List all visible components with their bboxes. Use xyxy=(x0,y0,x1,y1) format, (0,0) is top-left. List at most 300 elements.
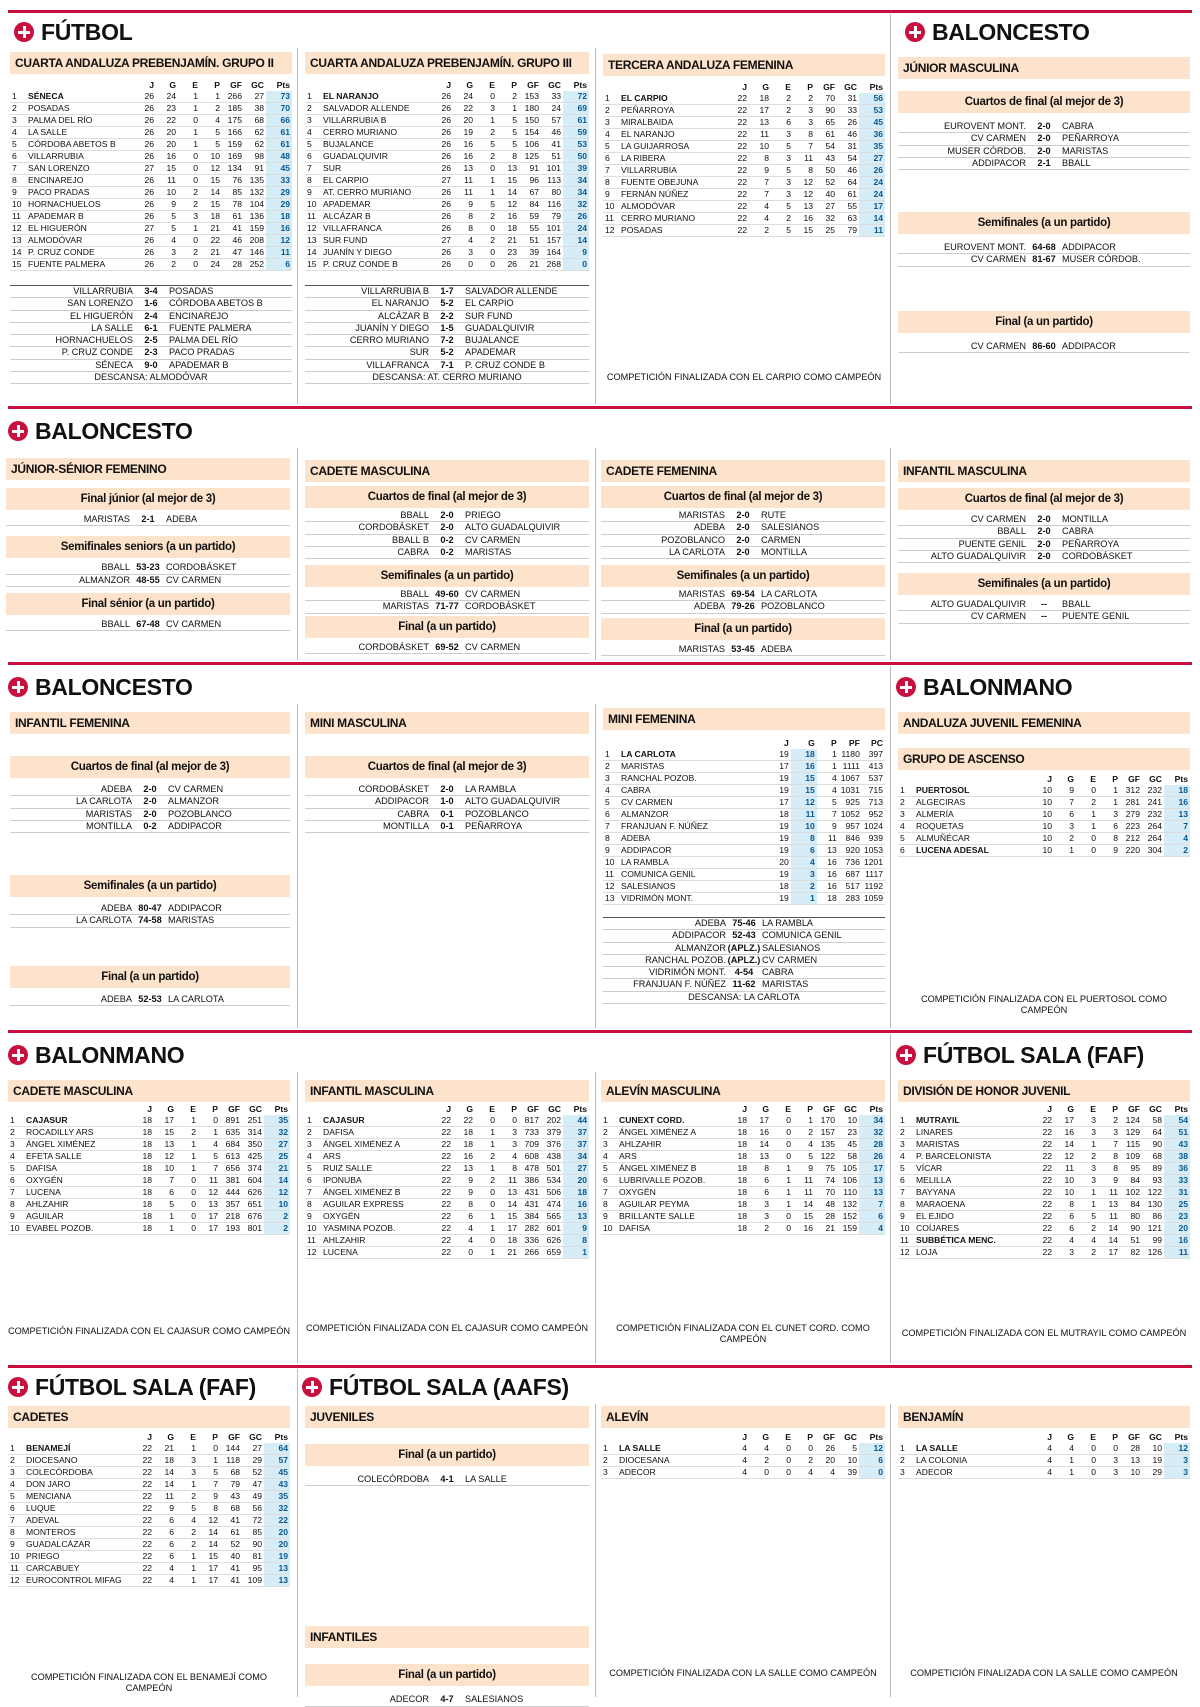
stat-cell: 8 xyxy=(563,1235,589,1247)
stat-cell: 1 xyxy=(475,1247,497,1259)
stat-cell: 135 xyxy=(815,1139,837,1151)
stat-cell: 12 xyxy=(1054,1151,1076,1163)
stat-cell: 21 xyxy=(200,223,222,235)
stat-cell: 11 xyxy=(1098,1187,1120,1199)
score: 2-0 xyxy=(736,546,750,557)
stat-cell: 90 xyxy=(1142,1139,1164,1151)
stat-cell: 0 xyxy=(771,1139,793,1151)
stat-cell: 13 xyxy=(793,201,815,213)
column-header: Pts xyxy=(1174,1104,1188,1114)
stat-cell: 21 xyxy=(519,259,541,271)
stat-cell: 2 xyxy=(475,1175,497,1187)
plus-icon xyxy=(896,677,916,697)
stat-cell: 24 xyxy=(563,223,589,235)
stat-cell: 17 xyxy=(198,1575,220,1587)
stat-cell: 18 xyxy=(132,1175,154,1187)
plus-icon xyxy=(8,677,28,697)
home-team: ALTO GUADALQUIVIR xyxy=(930,550,1026,561)
table-header xyxy=(10,80,292,91)
score: 2-0 xyxy=(1037,550,1051,561)
stat-cell: 656 xyxy=(220,1163,242,1175)
stat-cell: 5 xyxy=(176,1503,198,1515)
home-team: CV CARMEN xyxy=(970,514,1026,524)
team-name: DAFISA xyxy=(321,1127,431,1139)
home-team: MARISTAS xyxy=(678,643,725,654)
away-team: LA CARLOTA xyxy=(761,589,817,600)
stat-cell: 5 xyxy=(156,223,178,235)
stat-cell: 283 xyxy=(839,893,862,905)
away-team: LA SALLE xyxy=(465,1474,507,1484)
stat-cell: 34 xyxy=(563,1151,589,1163)
panel-cadete-femenina xyxy=(601,460,885,658)
column-header: GF xyxy=(228,1432,240,1442)
stat-cell: 601 xyxy=(541,1223,563,1235)
match-result xyxy=(898,611,1190,623)
results-list xyxy=(10,285,292,384)
score: 2-0 xyxy=(143,796,157,807)
standings-table xyxy=(603,82,885,237)
stat-cell: 39 xyxy=(837,1467,859,1479)
position: 11 xyxy=(603,869,619,881)
match-result xyxy=(898,121,1190,133)
stat-cell: 9 xyxy=(198,1491,220,1503)
stat-cell: 4 xyxy=(793,1139,815,1151)
stat-cell: 5 xyxy=(198,1467,220,1479)
stat-cell: 41 xyxy=(222,223,244,235)
position: 6 xyxy=(898,1175,914,1187)
stat-cell: 22 xyxy=(132,1575,154,1587)
score: 2-0 xyxy=(736,510,750,520)
stat-cell: 14 xyxy=(497,187,519,199)
away-team: CV CARMEN xyxy=(166,574,222,585)
stat-cell: 38 xyxy=(244,103,266,115)
away-team: CV CARMEN xyxy=(762,954,818,965)
section-divider xyxy=(8,10,1192,13)
stat-cell: 157 xyxy=(815,1127,837,1139)
stat-cell: 26 xyxy=(134,127,156,139)
stat-cell: 3 xyxy=(1164,1467,1190,1479)
stat-cell: 1 xyxy=(475,115,497,127)
stat-cell: 20 xyxy=(264,1539,290,1551)
stat-cell: 16 xyxy=(156,151,178,163)
table-row xyxy=(305,1115,589,1127)
results-list xyxy=(305,642,589,654)
stat-cell: 13 xyxy=(154,1139,176,1151)
stat-cell: 6 xyxy=(1054,1223,1076,1235)
position: 1 xyxy=(601,1443,617,1455)
column-header: P xyxy=(214,80,220,90)
stat-cell: 10 xyxy=(1032,785,1054,797)
stat-cell: 18 xyxy=(132,1163,154,1175)
position: 12 xyxy=(898,1247,914,1259)
stat-cell: 3 xyxy=(1098,1467,1120,1479)
column-header: G xyxy=(169,80,176,90)
stat-cell: 44 xyxy=(563,1115,589,1127)
column-divider xyxy=(297,1369,298,1697)
stat-cell: 0 xyxy=(771,1115,793,1127)
stat-cell: 16 xyxy=(563,1199,589,1211)
stat-cell: 22 xyxy=(132,1455,154,1467)
stat-cell: 9 xyxy=(749,165,771,177)
competition-note: COMPETICIÓN FINALIZADA CON LA SALLE COMO CAMPEÓN xyxy=(609,1668,877,1678)
table-row xyxy=(603,857,885,869)
panel-title: CADETE MASCULINA xyxy=(8,1080,290,1102)
home-team: LA CARLOTA xyxy=(669,546,725,557)
position: 5 xyxy=(305,1163,321,1175)
away-team: LA RAMBLA xyxy=(762,918,814,928)
panel-alevin-masculina xyxy=(601,1080,885,1360)
column-header: G xyxy=(167,1432,174,1442)
stat-cell: 10 xyxy=(1054,1187,1076,1199)
away-team: COMUNICA GENIL xyxy=(762,930,842,941)
stat-cell: 159 xyxy=(222,139,244,151)
stat-cell: 118 xyxy=(220,1455,242,1467)
results-list xyxy=(10,903,290,928)
team-name: LUCENA xyxy=(321,1247,431,1259)
team-name: OXYGÉN xyxy=(321,1211,431,1223)
stat-cell: 1 xyxy=(793,1115,815,1127)
stat-cell: 3 xyxy=(1164,1455,1190,1467)
position: 4 xyxy=(898,821,914,833)
team-name: SUR xyxy=(321,163,431,175)
table-row xyxy=(601,1211,885,1223)
score: 2-0 xyxy=(736,534,750,545)
table-row xyxy=(603,893,885,905)
stat-cell: 19 xyxy=(769,845,791,857)
stat-cell: 8 xyxy=(1098,833,1120,845)
stat-cell: 48 xyxy=(266,151,292,163)
stat-cell: 33 xyxy=(266,175,292,187)
home-team: VILLARRUBIA B xyxy=(361,286,429,296)
table-row xyxy=(305,175,589,187)
table-row xyxy=(898,1175,1190,1187)
stat-cell: 920 xyxy=(839,845,862,857)
match-result xyxy=(305,286,589,298)
stat-cell: 11 xyxy=(793,153,815,165)
stat-cell: 68 xyxy=(220,1503,242,1515)
stat-cell: 4 xyxy=(497,1151,519,1163)
table-row xyxy=(8,1175,290,1187)
table-row xyxy=(603,93,885,105)
plus-icon xyxy=(8,1377,28,1397)
home-team: SUR xyxy=(409,347,429,358)
table-row xyxy=(10,175,292,187)
stat-cell: 4 xyxy=(791,857,817,869)
stat-cell: 159 xyxy=(244,223,266,235)
stat-cell: 22 xyxy=(132,1479,154,1491)
home-team: BBALL B xyxy=(392,534,429,545)
stat-cell: 8 xyxy=(1098,1151,1120,1163)
position: 13 xyxy=(10,235,26,247)
team-name: BAYYANA xyxy=(914,1187,1032,1199)
stat-cell: 0 xyxy=(176,1211,198,1223)
away-team: CV CARMEN xyxy=(465,641,521,652)
stat-cell: 14 xyxy=(154,1479,176,1491)
stat-cell: 444 xyxy=(220,1187,242,1199)
home-team: ADEBA xyxy=(100,903,132,914)
stat-cell: 1059 xyxy=(863,893,883,903)
results-list xyxy=(305,285,589,384)
stat-cell: 5 xyxy=(156,211,178,223)
panel-title: CADETES xyxy=(8,1406,290,1428)
table-row xyxy=(10,139,292,151)
stat-cell: 506 xyxy=(541,1187,563,1199)
match-result xyxy=(6,619,290,631)
team-name: AGUILAR xyxy=(24,1211,132,1223)
home-team: VILLAFRANCA xyxy=(366,359,429,370)
stat-cell: 0 xyxy=(178,151,200,163)
competition-note: COMPETICIÓN FINALIZADA CON EL BENAMEJÍ COMO CAMPEÓN xyxy=(30,1672,267,1693)
stat-cell: 135 xyxy=(244,175,266,187)
team-name: EL HIGUERÓN xyxy=(26,223,134,235)
stat-cell: 78 xyxy=(222,199,244,211)
stat-cell: 25 xyxy=(1164,1199,1190,1211)
away-team: ALMANZOR xyxy=(168,796,220,807)
column-header: P xyxy=(212,1104,218,1114)
stat-cell: 51 xyxy=(1120,1235,1142,1247)
column-divider xyxy=(890,666,891,1028)
stat-cell: 3 xyxy=(497,1127,519,1139)
home-team: EL NARANJO xyxy=(371,298,429,309)
position: 6 xyxy=(603,153,619,165)
team-name: MARAOENA xyxy=(914,1199,1032,1211)
stat-cell: 925 xyxy=(839,797,862,809)
team-name: ÁNGEL XIMÉNEZ xyxy=(24,1139,132,1151)
team-name: LA SALLE xyxy=(617,1443,727,1455)
stat-cell: 75 xyxy=(815,1163,837,1175)
section-title-baloncesto: BALONCESTO xyxy=(905,17,1090,47)
stat-cell: 16 xyxy=(1164,797,1190,809)
stat-cell: 7 xyxy=(817,809,839,821)
position: 8 xyxy=(603,833,619,845)
score: 7-1 xyxy=(440,359,454,370)
stat-cell: 0 xyxy=(1076,1467,1098,1479)
stat-cell: 15 xyxy=(791,773,817,785)
position: 4 xyxy=(10,127,26,139)
stat-cell: 27 xyxy=(134,223,156,235)
stat-cell: 9 xyxy=(1098,845,1120,857)
round-heading: Final (a un partido) xyxy=(305,1444,589,1466)
team-name: ROQUETAS xyxy=(914,821,1032,833)
home-team: HORNACHUELOS xyxy=(55,335,133,346)
position: 3 xyxy=(898,1467,914,1479)
stat-cell: 17 xyxy=(1098,1247,1120,1259)
table-row xyxy=(8,1151,290,1163)
score: 74-58 xyxy=(138,915,162,926)
score: 2-0 xyxy=(143,784,157,794)
score: 2-0 xyxy=(1037,526,1051,537)
team-name: AHLZAHIR xyxy=(321,1235,431,1247)
stat-cell: 16 xyxy=(749,1127,771,1139)
stat-cell: 11 xyxy=(453,187,475,199)
stat-cell: 613 xyxy=(220,1151,242,1163)
plus-icon xyxy=(302,1377,322,1397)
plus-icon xyxy=(905,22,925,42)
stat-cell: 1 xyxy=(791,893,817,905)
position: 3 xyxy=(8,1467,24,1479)
stat-cell: 93 xyxy=(1142,1175,1164,1187)
stat-cell: 6 xyxy=(771,117,793,129)
stat-cell: 13 xyxy=(859,1175,885,1187)
column-header: GF xyxy=(1128,1104,1140,1114)
stat-cell: 7 xyxy=(1164,821,1190,833)
table-header xyxy=(305,80,589,91)
table-row xyxy=(8,1199,290,1211)
position: 1 xyxy=(8,1443,24,1455)
stat-cell: 61 xyxy=(815,129,837,141)
away-team: LA RAMBLA xyxy=(465,784,517,794)
stat-cell: 3 xyxy=(791,869,817,881)
column-header: G xyxy=(1067,774,1074,784)
table-row xyxy=(305,259,589,271)
stat-cell: 134 xyxy=(222,163,244,175)
stat-cell: 49 xyxy=(242,1491,264,1503)
stat-cell: 565 xyxy=(541,1211,563,1223)
column-header: J xyxy=(446,1104,451,1114)
stat-cell: 1192 xyxy=(862,881,885,893)
stat-cell: 2 xyxy=(1076,797,1098,809)
column-header: G xyxy=(762,1104,769,1114)
stat-cell: 40 xyxy=(815,189,837,201)
stat-cell: 6 xyxy=(1054,1211,1076,1223)
stat-cell: 11 xyxy=(1054,1163,1076,1175)
stat-cell: 26 xyxy=(134,259,156,271)
team-name: BUJALANCE xyxy=(321,139,431,151)
position: 9 xyxy=(8,1211,24,1223)
stat-cell: 153 xyxy=(519,91,541,103)
column-divider xyxy=(595,704,596,1028)
team-name: RANCHAL POZOB. xyxy=(619,773,769,785)
position: 6 xyxy=(305,151,321,163)
stat-cell: 15 xyxy=(200,175,222,187)
team-name: VILLARRUBIA xyxy=(26,151,134,163)
stat-cell: 23 xyxy=(156,103,178,115)
stat-cell: 91 xyxy=(244,163,266,175)
stat-cell: 801 xyxy=(242,1223,264,1235)
stat-cell: 12 xyxy=(1164,1443,1190,1455)
stat-cell: 22 xyxy=(132,1491,154,1503)
column-header: G xyxy=(762,1432,769,1442)
stat-cell: 0 xyxy=(563,259,589,271)
stat-cell: 18 xyxy=(727,1139,749,1151)
stat-cell: 132 xyxy=(244,187,266,199)
away-team: POZOBLANCO xyxy=(168,808,232,819)
stat-cell: 2 xyxy=(264,1223,290,1235)
score: 2-0 xyxy=(1037,133,1051,144)
standings-table xyxy=(601,1104,885,1235)
stat-cell: 374 xyxy=(242,1163,264,1175)
stat-cell: 11 xyxy=(749,129,771,141)
column-header: P xyxy=(807,1432,813,1442)
column-divider xyxy=(595,1404,596,1697)
team-name: EUROCONTROL MIFAG xyxy=(24,1575,132,1587)
stat-cell: 26 xyxy=(497,259,519,271)
match-result xyxy=(898,133,1190,145)
position: 4 xyxy=(603,129,619,141)
team-name: SALVADOR ALLENDE xyxy=(321,103,431,115)
stat-cell: 4 xyxy=(198,1139,220,1151)
stat-cell: 58 xyxy=(837,1151,859,1163)
stat-cell: 40 xyxy=(220,1551,242,1563)
table-row xyxy=(603,189,885,201)
stat-cell: 8 xyxy=(793,165,815,177)
stat-cell: 3 xyxy=(749,1199,771,1211)
team-name: ADDIPACOR xyxy=(619,845,769,857)
column-header: GF xyxy=(823,1104,835,1114)
position: 9 xyxy=(601,1211,617,1223)
score: 7-2 xyxy=(440,335,454,346)
team-name: ÁNGEL XIMÉNEZ A xyxy=(321,1139,431,1151)
stat-cell: 14 xyxy=(497,1199,519,1211)
score: 80-47 xyxy=(138,903,162,914)
team-name: LA RAMBLA xyxy=(619,857,769,869)
score: 64-68 xyxy=(1032,242,1056,253)
stat-cell: 109 xyxy=(1120,1151,1142,1163)
stat-cell: 3 xyxy=(178,211,200,223)
stat-cell: 2 xyxy=(749,1223,771,1235)
results-list xyxy=(898,514,1190,563)
stat-cell: 6 xyxy=(791,845,817,857)
stat-cell: 18 xyxy=(497,1235,519,1247)
score: 1-6 xyxy=(144,298,158,309)
stat-cell: 1 xyxy=(1054,845,1076,857)
round-heading: Semifinales (a un partido) xyxy=(898,212,1190,234)
stat-cell: 10 xyxy=(791,821,817,833)
stat-cell: 35 xyxy=(264,1115,290,1127)
away-team: MARISTAS xyxy=(762,979,809,990)
stat-cell: 17 xyxy=(769,797,791,809)
stat-cell: 13 xyxy=(749,117,771,129)
stat-cell: 1 xyxy=(1054,1455,1076,1467)
position: 10 xyxy=(603,857,619,869)
stat-cell: 17 xyxy=(859,201,885,213)
team-name: CV CARMEN xyxy=(619,797,769,809)
match-result xyxy=(305,809,589,821)
stat-cell: 0 xyxy=(1098,1443,1120,1455)
position: 7 xyxy=(8,1515,24,1527)
stat-cell: 11 xyxy=(1164,1247,1190,1259)
round-heading: Cuartos de final (al mejor de 3) xyxy=(305,486,589,508)
table-row xyxy=(898,1139,1190,1151)
stat-cell: 18 xyxy=(453,1139,475,1151)
rest-team: DESCANSA: AT. CERRO MURIANO xyxy=(372,372,522,383)
panel-title: INFANTIL MASCULINA xyxy=(898,460,1190,482)
stat-cell: 79 xyxy=(837,225,859,237)
stat-cell: 1 xyxy=(817,749,839,761)
results-list xyxy=(601,644,885,656)
stat-cell: 51 xyxy=(519,235,541,247)
home-team: MONTILLA xyxy=(383,820,429,831)
match-result xyxy=(6,514,290,526)
position: 9 xyxy=(305,187,321,199)
stat-cell: 22 xyxy=(132,1467,154,1479)
match-result xyxy=(305,589,589,601)
home-team: BBALL xyxy=(997,526,1026,537)
table-row xyxy=(305,223,589,235)
stat-cell: 95 xyxy=(242,1563,264,1575)
stat-cell: 18 xyxy=(769,809,791,821)
stat-cell: 4 xyxy=(859,1223,885,1235)
stat-cell: 32 xyxy=(859,1127,885,1139)
table-row xyxy=(305,1223,589,1235)
stat-cell: 0 xyxy=(771,1151,793,1163)
stat-cell: 279 xyxy=(1120,809,1142,821)
table-row xyxy=(8,1539,290,1551)
stat-cell: 1031 xyxy=(840,785,860,795)
stat-cell: 91 xyxy=(519,163,541,175)
stat-cell: 3 xyxy=(793,117,815,129)
stat-cell: 376 xyxy=(541,1139,563,1151)
